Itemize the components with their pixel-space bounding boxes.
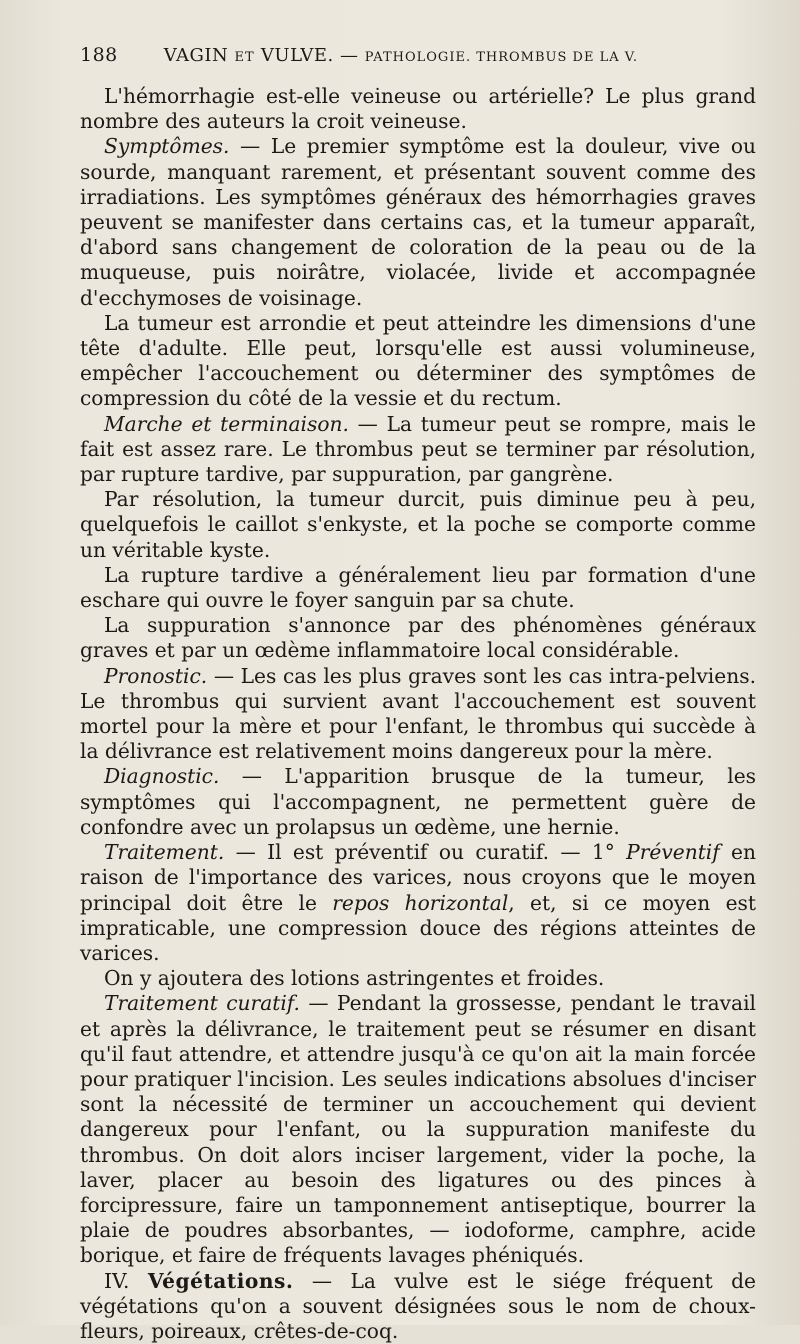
paragraph: On y ajoutera des lotions astringentes et froides. xyxy=(104,966,605,991)
section-heading: Marche et terminaison. xyxy=(104,411,349,436)
running-header xyxy=(80,44,756,84)
paragraph: Traitement. — Il est préventif ou curatif. — 1° Préventif en raison de l'importance des varices, nous croyons que le moyen principal doit être le repos horizontal, et, si ce moyen est impraticable, une compression douce des régions atteintes de varices. xyxy=(80,840,757,965)
section-heading: Traitement curatif. xyxy=(104,991,300,1016)
page-body xyxy=(80,84,756,1344)
section-title: PATHOLOGIE. THROMBUS DE LA V. xyxy=(364,50,638,65)
section-heading: Pronostic. xyxy=(104,663,208,688)
paragraph: Symptômes. — Le premier symptôme est la douleur, vive ou sourde, manquant rarement, et présentant souvent comme des irradiations. Les symptômes généraux des hémorrhagies graves peuvent se manifester dans certains cas, et la tumeur apparaît, d'abord sans changement de coloration de la peau ou de la muqueuse, puis noirâtre, violacée, livide et accompagnée d'ecchymoses de voisinage. xyxy=(80,134,756,310)
section-heading: Traitement. xyxy=(104,840,225,865)
paragraph: La tumeur est arrondie et peut atteindre les dimensions d'une tête d'adulte. Elle peut, lorsqu'elle est aussi volumineuse, empêcher l'accouchement ou déterminer des symptômes de compression du côté de la vessie et du rectum. xyxy=(80,310,756,411)
page-number: 188 xyxy=(80,44,118,66)
section-heading: Végétations. xyxy=(147,1268,294,1293)
running-title: VAGIN ET VULVE. — PATHOLOGIE. THROMBUS DE LA V. xyxy=(163,45,638,66)
paragraph: L'hémorrhagie est-elle veineuse ou artérielle? Le plus grand nombre des auteurs la croit veineuse. xyxy=(80,84,756,134)
paragraph: IV. Végétations. — La vulve est le siége fréquent de végétations qu'on a souvent désignées sous le nom de choux-fleurs, poireaux, crêtes-de-coq. xyxy=(80,1268,756,1343)
section-heading: Symptômes. xyxy=(104,134,230,159)
paragraph: Traitement curatif. — Pendant la grossesse, pendant le travail et après la délivrance, le traitement peut se résumer en disant qu'il faut attendre, et attendre jusqu'à ce qu'on ait la main forcée pour pratiquer l'incision. Les seules indications absolues d'inciser sont la nécessité de terminer un accouchement qui devient dangereux pour l'enfant, ou la suppuration manifeste du thrombus. On doit alors inciser largement, vider la poche, la laver, placer au besoin des ligatures ou des pinces à forcipressure, faire un tamponnement antiseptique, bourrer la plaie de poudres absorbantes, — iodoforme, camphre, acide borique, et faire de fréquents lavages phéniqués. xyxy=(80,991,756,1268)
paragraph: Pronostic. — Les cas les plus graves sont les cas intra-pelviens. Le thrombus qui survient avant l'accouchement est souvent mortel pour la mère et pour l'enfant, le thrombus qui succède à la délivrance est relativement moins dangereux pour la mère. xyxy=(80,663,756,764)
paragraph: Marche et terminaison. — La tumeur peut se rompre, mais le fait est assez rare. Le thrombus peut se terminer par résolution, par rupture tardive, par suppuration, par gangrène. xyxy=(80,411,756,487)
paragraph: La suppuration s'annonce par des phénomènes généraux graves et par un œdème inflammatoire local considérable. xyxy=(80,613,756,663)
paragraph: Par résolution, la tumeur durcit, puis diminue peu à peu, quelquefois le caillot s'enkyste, et la poche se comporte comme un véritable kyste. xyxy=(80,487,756,562)
paragraph: La rupture tardive a généralement lieu par formation d'une eschare qui ouvre le foyer sanguin par sa chute. xyxy=(80,562,756,613)
section-heading: Diagnostic. xyxy=(104,764,220,789)
paragraph: Diagnostic. — L'apparition brusque de la tumeur, les symptômes qui l'accompagnent, ne permettent guère de confondre avec un prolapsus un œdème, une hernie. xyxy=(80,764,756,839)
